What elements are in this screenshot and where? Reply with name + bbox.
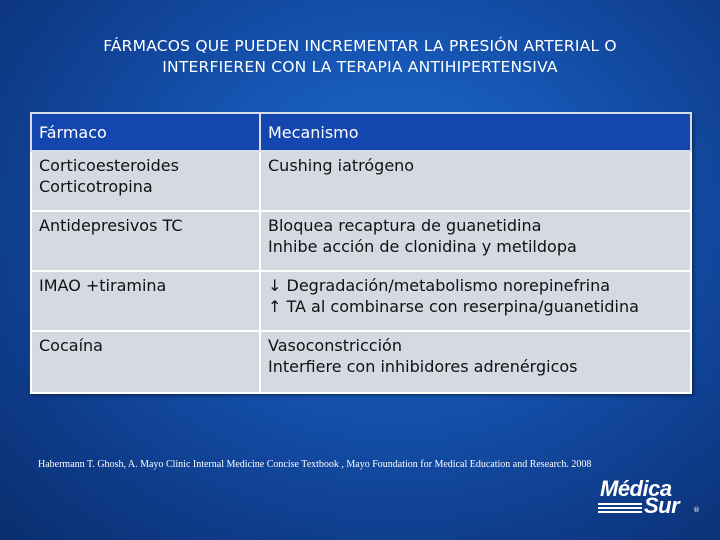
mechanism-text: Cushing iatrógeno — [268, 156, 415, 175]
drug-name: Corticoesteroides — [39, 156, 179, 175]
mechanism-text: Vasoconstricción — [268, 336, 402, 355]
mechanism-cell — [260, 271, 691, 331]
slide-title — [20, 36, 700, 78]
logo-wordmark-top: Médica — [600, 476, 672, 501]
mechanism-text: ↑ TA al combinarse con reserpina/guanetidina — [268, 297, 639, 316]
drug-cell — [31, 151, 260, 211]
table-header-row — [31, 113, 691, 151]
mechanism-text: ↓ Degradación/metabolismo norepinefrina — [268, 276, 611, 295]
medica-sur-logo — [596, 476, 700, 520]
table-row — [31, 151, 691, 211]
mechanism-cell — [260, 151, 691, 211]
mechanism-cell — [260, 211, 691, 271]
drug-cell — [31, 331, 260, 393]
slide-title-line-2: INTERFIEREN CON LA TERAPIA ANTIHIPERTENSIVA — [162, 58, 558, 76]
registered-mark-icon: ® — [693, 506, 700, 514]
table-row — [31, 271, 691, 331]
drug-name: Antidepresivos TC — [39, 216, 183, 235]
table-row — [31, 211, 691, 271]
drug-name: Cocaína — [39, 336, 103, 355]
slide-title-line-1: FÁRMACOS QUE PUEDEN INCREMENTAR LA PRESIÓN ARTERIAL O — [103, 37, 617, 55]
mechanism-text: Inhibe acción de clonidina y metildopa — [268, 237, 577, 256]
logo-stripes-icon — [598, 503, 642, 513]
citation-text: Habermann T. Ghosh, A. Mayo Clinic Internal Medicine Concise Textbook , Mayo Foundation for Medical Education and Research. 2008 — [38, 459, 592, 470]
mechanism-text: Bloquea recaptura de guanetidina — [268, 216, 542, 235]
drug-cell — [31, 271, 260, 331]
table-row — [31, 331, 691, 393]
drug-name: Corticotropina — [39, 177, 153, 196]
drug-name: IMAO +tiramina — [39, 276, 167, 295]
mechanism-text: Interfiere con inhibidores adrenérgicos — [268, 357, 578, 376]
column-header-mechanism: Mecanismo — [260, 113, 691, 151]
column-header-drug: Fármaco — [31, 113, 260, 151]
drug-cell — [31, 211, 260, 271]
logo-wordmark-bottom: Sur — [644, 493, 680, 518]
drug-mechanism-table — [30, 112, 692, 394]
mechanism-cell — [260, 331, 691, 393]
